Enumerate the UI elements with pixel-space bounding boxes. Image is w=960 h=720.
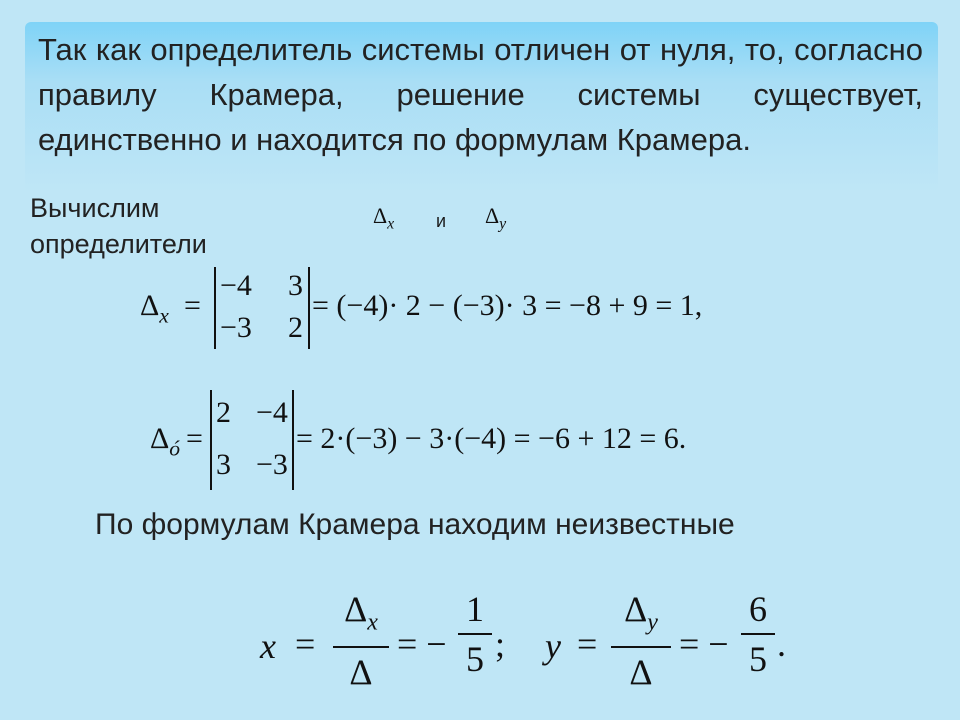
det-x-equation: [140, 267, 740, 349]
det-x-cell: 2: [288, 311, 303, 344]
det-x-cell: 3: [288, 269, 303, 302]
y-value-den: 5: [749, 639, 767, 679]
y-var: y: [545, 626, 561, 666]
inline-delta-x-sub: x: [387, 215, 395, 233]
y-end: .: [777, 624, 786, 664]
inline-delta-x: [373, 203, 394, 234]
x-eq: =: [295, 624, 316, 664]
y-fraction-den: Δ: [629, 652, 653, 693]
det-y-cell: −3: [256, 448, 288, 481]
x-fraction: [333, 585, 389, 696]
det-x-sub: x: [159, 303, 169, 328]
x-num-delta: Δ: [344, 589, 368, 629]
det-x-rhs: = (−4)· 2 − (−3)· 3 = −8 + 9 = 1,: [312, 289, 703, 322]
x-value-den: 5: [466, 639, 484, 679]
det-y-delta: Δ: [150, 422, 170, 455]
inline-delta-y-sub: y: [499, 215, 507, 233]
x-fraction-den: Δ: [349, 652, 373, 693]
y-value-num: 6: [749, 589, 767, 629]
intro-paragraph: Так как определитель системы отличен от нуля, то, согласно правилу Крамера, решение системы существует, единственно и находится по формулам Крамера.: [38, 32, 923, 157]
y-value-fraction: [741, 585, 775, 683]
det-x-eq: =: [184, 289, 201, 322]
det-y-cell: −4: [256, 396, 288, 429]
det-x-delta: Δ: [140, 289, 160, 322]
x-num-sub: x: [367, 609, 378, 636]
inline-delta-x-symbol: Δ: [373, 203, 388, 228]
det-y-sub: ó: [169, 436, 181, 461]
x-minus: = −: [397, 624, 447, 664]
final-formulas: [255, 585, 815, 695]
det-y-eq: =: [186, 422, 203, 455]
det-y-lhs: [150, 422, 180, 462]
find-unknowns-text: По формулам Крамера находим неизвестные: [95, 508, 735, 541]
det-y-rhs: = 2·(−3) − 3·(−4) = −6 + 12 = 6.: [296, 422, 687, 455]
y-fraction-num: [611, 585, 671, 646]
det-x-matrix: [214, 267, 310, 349]
y-fraction: [611, 585, 671, 696]
y-num-delta: Δ: [624, 589, 648, 629]
y-minus: = −: [679, 624, 729, 664]
det-y-cell: 2: [216, 396, 231, 429]
x-value-num: 1: [466, 589, 484, 629]
inline-and: и: [436, 211, 447, 231]
y-eq: =: [577, 624, 598, 664]
det-x-cell: −3: [220, 311, 252, 344]
det-y-matrix: [210, 390, 294, 490]
x-value-fraction: [458, 585, 492, 683]
det-y-cell: 3: [216, 448, 231, 481]
calc-label: Вычислим определители: [30, 193, 207, 259]
inline-delta-y-symbol: Δ: [485, 203, 500, 228]
y-num-sub: y: [647, 609, 658, 636]
det-x-cell: −4: [220, 269, 252, 302]
det-y-equation: [150, 390, 750, 490]
inline-delta-y: [485, 203, 506, 234]
x-fraction-num: [333, 585, 389, 646]
x-var: x: [260, 626, 276, 666]
det-x-lhs: [140, 289, 169, 329]
x-end: ;: [495, 624, 506, 664]
